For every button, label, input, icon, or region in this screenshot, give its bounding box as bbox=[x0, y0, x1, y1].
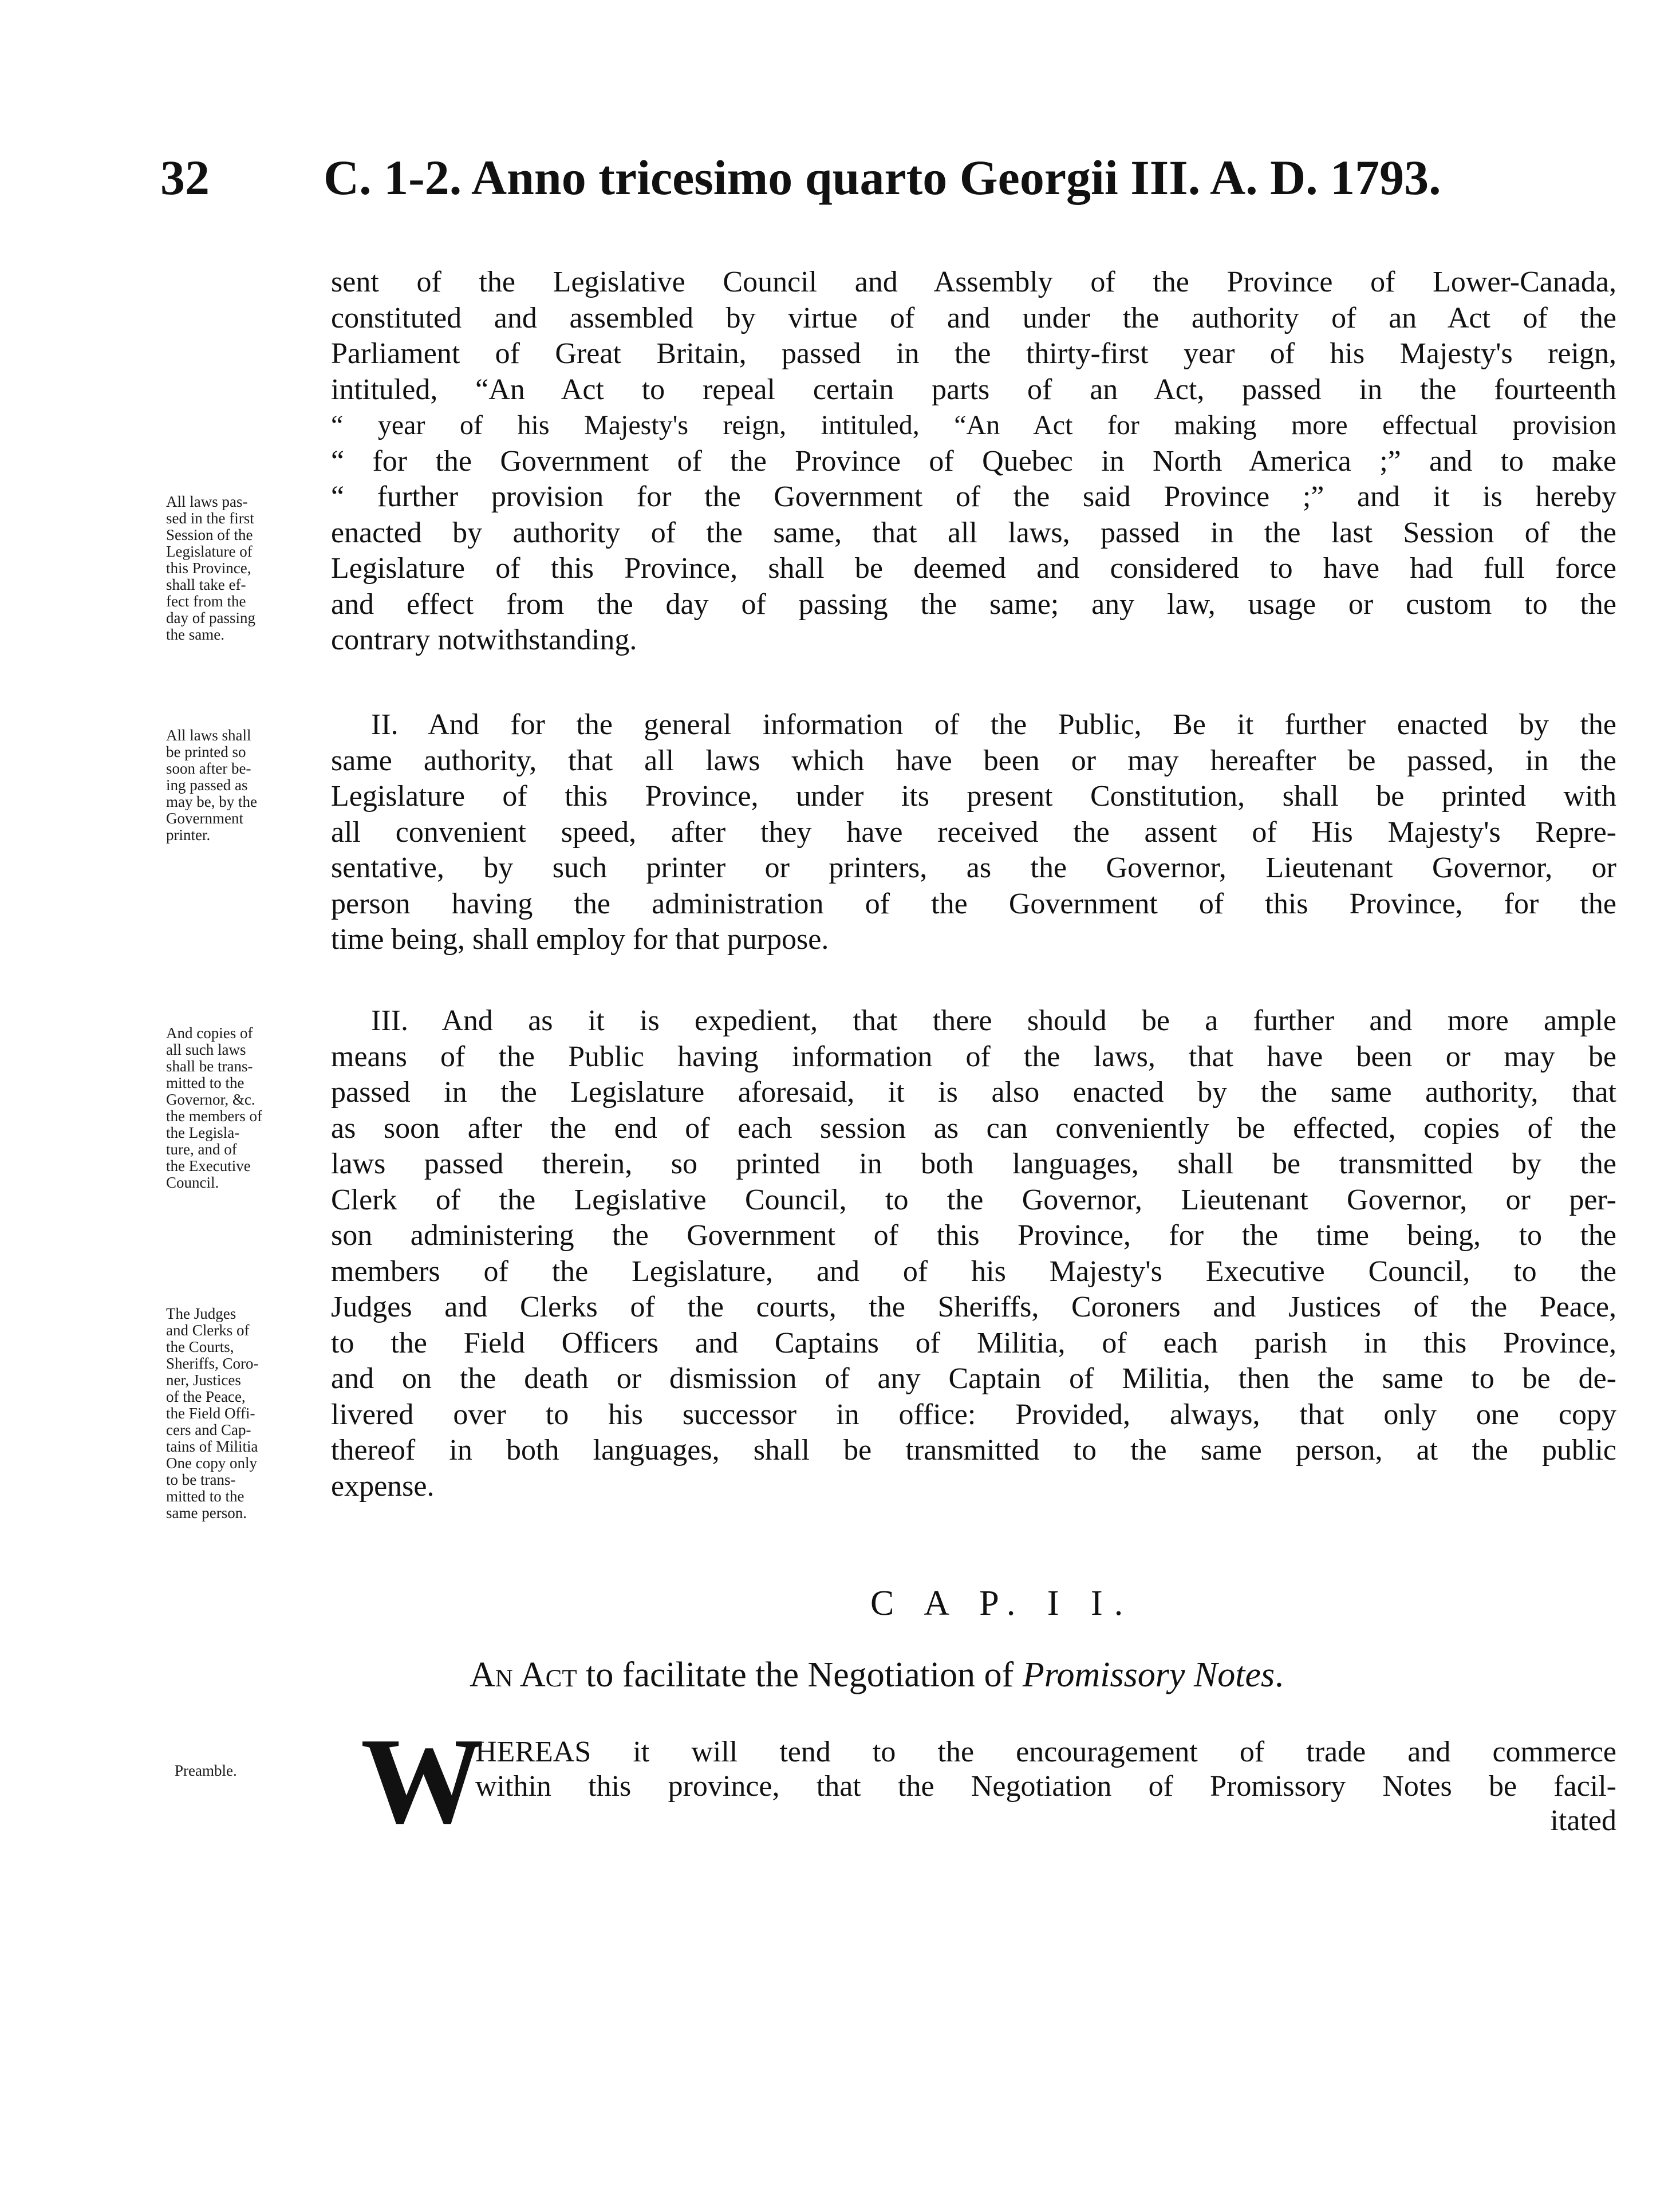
margin-note-line: all such laws bbox=[166, 1041, 246, 1058]
margin-note-line: mitted to the bbox=[166, 1488, 244, 1505]
margin-note-1 bbox=[166, 494, 320, 643]
text-line: “ year of his Majesty's reign, intituled, “An Act for making more effectual provision bbox=[331, 410, 1616, 440]
text-line: same authority, that all laws which have been or may hereafter be passed, in the bbox=[331, 744, 1616, 777]
act-title-end: . bbox=[1275, 1655, 1284, 1694]
text-line: laws passed therein, so printed in both languages, shall be transmitted by the bbox=[331, 1148, 1616, 1180]
text-line: means of the Public having information of the laws, that have been or may be bbox=[331, 1040, 1616, 1073]
text-line: intituled, “An Act to repeal certain parts of an Act, passed in the fourteenth bbox=[331, 373, 1616, 406]
margin-note-line: the Field Offi- bbox=[166, 1405, 255, 1422]
text-line: thereof in both languages, shall be transmitted to the same person, at the public bbox=[331, 1434, 1616, 1466]
margin-note-line: Preamble. bbox=[175, 1762, 237, 1779]
text-line: to the Field Officers and Captains of Militia, of each parish in this Province, bbox=[331, 1326, 1616, 1359]
text-line: constituted and assembled by virtue of and under the authority of an Act of the bbox=[331, 301, 1616, 334]
margin-note-line: shall be trans- bbox=[166, 1058, 253, 1075]
margin-note-line: Legislature of bbox=[166, 543, 253, 560]
running-title: C. 1-2. Anno tricesimo quarto Georgii III. A. D. 1793. bbox=[324, 150, 1441, 205]
margin-note-line: the members of bbox=[166, 1107, 262, 1125]
text-line: contrary notwithstanding. bbox=[331, 624, 637, 656]
margin-note-line: cers and Cap- bbox=[166, 1421, 251, 1438]
margin-note-4 bbox=[166, 1306, 320, 1521]
section-1-body bbox=[331, 265, 1616, 659]
page-number: 32 bbox=[160, 150, 210, 205]
margin-note-line: Government bbox=[166, 810, 243, 827]
margin-note-line: All laws shall bbox=[166, 727, 251, 744]
chapter-heading: C A P. I I. bbox=[870, 1584, 1135, 1623]
text-line: as soon after the end of each session as can conveniently be effected, copies of the bbox=[331, 1111, 1616, 1145]
text-line: sentative, by such printer or printers, as the Governor, Lieutenant Governor, or bbox=[331, 851, 1616, 884]
text-line: enacted by authority of the same, that all laws, passed in the last Session of the bbox=[331, 516, 1616, 549]
page-header bbox=[160, 146, 1615, 209]
margin-note-line: sed in the first bbox=[166, 510, 254, 527]
text-line: II. And for the general information of the Public, Be it further enacted by the bbox=[371, 708, 1616, 741]
act-title-middle: to facilitate the Negotiation of bbox=[577, 1655, 1023, 1694]
text-line: within this province, that the Negotiation of Promissory Notes be facil- bbox=[475, 1770, 1616, 1803]
margin-note-line: fect from the bbox=[166, 593, 246, 610]
text-line: son administering the Government of this Province, for the time being, to the bbox=[331, 1219, 1616, 1252]
text-line: passed in the Legislature aforesaid, it is also enacted by the same authority, that bbox=[331, 1076, 1616, 1109]
margin-note-line: mitted to the bbox=[166, 1074, 244, 1091]
text-line: Judges and Clerks of the courts, the Sheriffs, Coroners and Justices of the Peace, bbox=[331, 1291, 1616, 1323]
section-3-body bbox=[331, 1003, 1616, 1504]
margin-note-line: of the Peace, bbox=[166, 1388, 246, 1405]
margin-note-line: printer. bbox=[166, 826, 211, 843]
text-line: members of the Legislature, and of his Majesty's Executive Council, to the bbox=[331, 1255, 1616, 1288]
margin-note-line: ture, and of bbox=[166, 1141, 237, 1158]
margin-note-preamble bbox=[175, 1763, 328, 1779]
margin-note-line: Sheriffs, Coro- bbox=[166, 1355, 259, 1372]
margin-note-line: Session of the bbox=[166, 526, 253, 543]
drop-cap: W bbox=[361, 1712, 484, 1849]
margin-note-line: ing passed as bbox=[166, 776, 248, 794]
text-line: HEREAS it will tend to the encouragement of trade and commerce bbox=[475, 1736, 1616, 1768]
text-line: all convenient speed, after they have received the assent of His Majesty's Repre- bbox=[331, 815, 1616, 849]
text-line: “ for the Government of the Province of Quebec in North America ;” and to make bbox=[331, 444, 1616, 478]
margin-note-line: soon after be- bbox=[166, 760, 251, 777]
margin-note-2 bbox=[166, 727, 320, 843]
text-line: time being, shall employ for that purpose. bbox=[331, 923, 829, 956]
margin-note-line: same person. bbox=[166, 1504, 247, 1521]
margin-note-line: and Clerks of bbox=[166, 1322, 250, 1339]
whereas-paragraph bbox=[475, 1735, 1616, 1838]
text-line: Legislature of this Province, under its present Constitution, shall be printed with bbox=[331, 780, 1616, 813]
margin-note-3 bbox=[166, 1025, 320, 1191]
act-title bbox=[470, 1655, 1284, 1696]
margin-note-line: may be, by the bbox=[166, 793, 257, 810]
margin-note-line: ner, Justices bbox=[166, 1371, 241, 1389]
margin-note-line: the Executive bbox=[166, 1157, 251, 1174]
margin-note-line: tains of Militia bbox=[166, 1438, 258, 1455]
text-line: livered over to his successor in office: Provided, always, that only one copy bbox=[331, 1398, 1616, 1431]
margin-note-line: the same. bbox=[166, 626, 224, 643]
text-line: Clerk of the Legislative Council, to the Governor, Lieutenant Governor, or per- bbox=[331, 1183, 1616, 1216]
act-title-italic: Promissory Notes bbox=[1022, 1655, 1275, 1694]
text-line: “ further provision for the Government of the said Province ;” and it is hereby bbox=[331, 480, 1616, 513]
act-title-prefix: An Act bbox=[470, 1655, 577, 1694]
text-line: and on the death or dismission of any Captain of Militia, then the same to be de- bbox=[331, 1362, 1616, 1395]
text-line: sent of the Legislative Council and Assembly of the Province of Lower-Canada, bbox=[331, 266, 1616, 298]
margin-note-line: day of passing bbox=[166, 609, 255, 626]
text-line: person having the administration of the Government of this Province, for the bbox=[331, 887, 1616, 920]
margin-note-line: Council. bbox=[166, 1174, 219, 1191]
margin-note-line: shall take ef- bbox=[166, 576, 246, 593]
margin-note-line: the Legisla- bbox=[166, 1124, 240, 1141]
margin-note-line: All laws pas- bbox=[166, 493, 248, 510]
text-line: and effect from the day of passing the same; any law, usage or custom to the bbox=[331, 588, 1616, 621]
margin-note-line: to be trans- bbox=[166, 1471, 236, 1488]
text-line: itated bbox=[1550, 1804, 1616, 1837]
margin-note-line: And copies of bbox=[166, 1024, 253, 1042]
text-line: Legislature of this Province, shall be deemed and considered to have had full force bbox=[331, 552, 1616, 585]
margin-note-line: be printed so bbox=[166, 743, 246, 760]
margin-note-line: this Province, bbox=[166, 559, 251, 577]
margin-note-line: One copy only bbox=[166, 1454, 257, 1472]
margin-note-line: The Judges bbox=[166, 1305, 236, 1322]
section-2-body bbox=[331, 707, 1616, 958]
margin-note-line: the Courts, bbox=[166, 1338, 234, 1355]
text-line: expense. bbox=[331, 1469, 435, 1503]
text-line: Parliament of Great Britain, passed in the thirty-first year of his Majesty's reign, bbox=[331, 337, 1616, 370]
margin-note-line: Governor, &c. bbox=[166, 1091, 255, 1108]
text-line: III. And as it is expedient, that there should be a further and more ample bbox=[371, 1004, 1616, 1037]
